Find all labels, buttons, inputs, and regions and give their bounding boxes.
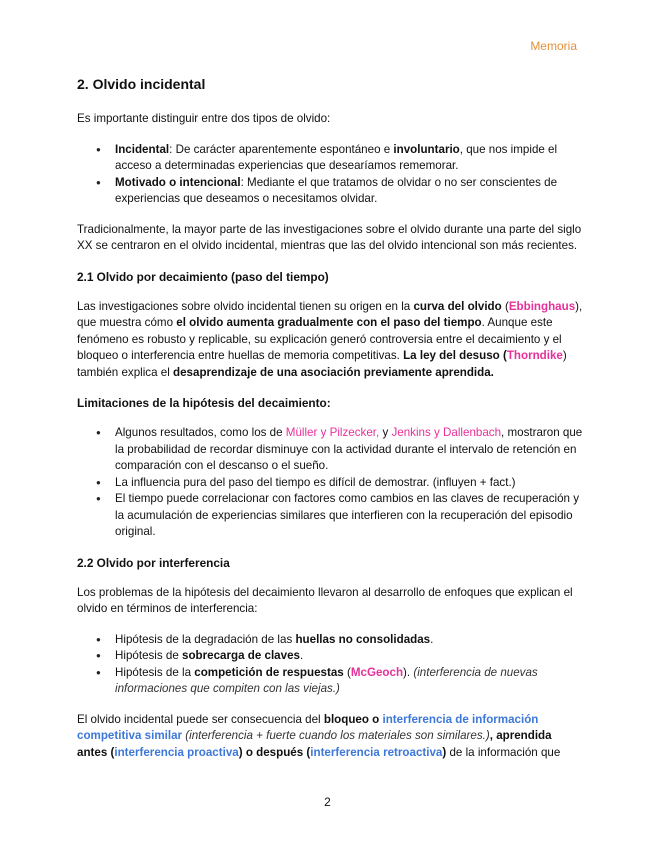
limitations-title: Limitaciones de la hipótesis del decaimiento:	[77, 396, 331, 410]
author-jenkins-dallenbach: Jenkins y Dallenbach	[391, 426, 502, 439]
header-title: Memoria	[530, 39, 577, 53]
paragraph-interference: El olvido incidental puede ser consecuencia del bloqueo o interferencia de información competitiva similar (interferencia + fuerte cuando los materiales son similares.), aprendida antes (interferencia proactiva) o después (interferencia retroactiva) de la información que	[77, 712, 561, 759]
author-ebbinghaus: Ebbinghaus	[508, 299, 576, 313]
section-title: 2. Olvido incidental	[77, 76, 206, 92]
list-item: ● Motivado o intencional: Mediante el que tratamos de olvidar o no ser conscientes de experiencias que deseamos o necesitamos olvidar.	[115, 175, 583, 208]
list-item: ● La influencia pura del paso del tiempo es difícil de demostrar. (influyen + fact.)	[115, 475, 583, 492]
author-muller-pilzecker: Müller y Pilzecker,	[285, 426, 380, 439]
hypotheses-list	[77, 632, 583, 698]
document-content	[77, 76, 583, 775]
section-intro: Es importante distinguir entre dos tipos de olvido:	[77, 112, 331, 125]
subsection-title-decay: 2.1 Olvido por decaimiento (paso del tiempo)	[77, 269, 329, 284]
list-item: ● Hipótesis de la degradación de las huellas no consolidadas.	[115, 632, 583, 649]
list-item: ● Algunos resultados, como los de Müller y Pilzecker, y Jenkins y Dallenbach, mostraron que la probabilidad de recordar disminuye con la actividad durante el intervalo de retención en comparación con el descanso o el sueño.	[115, 425, 583, 475]
author-thorndike: Thorndike	[506, 349, 563, 362]
list-item: ● El tiempo puede correlacionar con factores como cambios en las claves de recuperación y la acumulación de experiencias similares que interfieren con la recuperación del episodio original.	[115, 491, 583, 541]
handwritten-note: (interferencia de nuevas informaciones que compiten con las viejas.)	[115, 665, 538, 695]
types-list	[77, 142, 583, 208]
paragraph-interference-intro: Los problemas de la hipótesis del decaimiento llevaron al desarrollo de enfoques que explican el olvido en términos de interferencia:	[77, 585, 573, 615]
paragraph-decay: Las investigaciones sobre olvido incidental tienen su origen en la curva del olvido (Ebbinghaus), que muestra cómo el olvido aumenta gradualmente con el paso del tiempo. Aunque este fenómeno es robusto y replicable, su explicación generó controversia entre el decaimiento y el bloqueo o interferencia entre huellas de memoria competitivas. La ley del desuso (Thorndike) también explica el desaprendizaje de una asociación previamente aprendida.	[77, 299, 583, 379]
author-mcgeoch: McGeoch	[350, 665, 404, 679]
list-item: ● Incidental: De carácter aparentemente espontáneo e involuntario, que nos impide el acceso a determinadas experiencias que desearíamos rememorar.	[115, 142, 583, 175]
list-item: ● Hipótesis de la competición de respuestas (McGeoch). (interferencia de nuevas informaciones que compiten con las viejas.)	[115, 665, 583, 698]
paragraph-traditional: Tradicionalmente, la mayor parte de las investigaciones sobre el olvido durante una parte del siglo XX se centraron en el olvido incidental, mientras que las del olvido intencional son más recientes.	[77, 222, 582, 252]
page-number: 2	[324, 795, 331, 809]
list-item: ● Hipótesis de sobrecarga de claves.	[115, 648, 583, 665]
limitations-list	[77, 425, 583, 541]
subsection-title-interference: 2.2 Olvido por interferencia	[77, 555, 230, 570]
